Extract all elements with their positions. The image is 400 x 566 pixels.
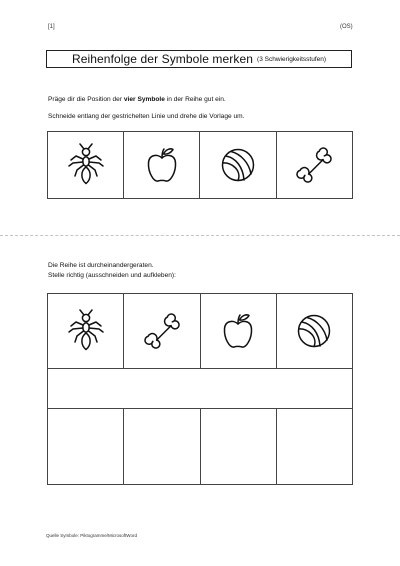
shuffled-cell xyxy=(200,294,276,369)
instruction-2: Schneide entlang der gestrichelten Linie und drehe die Vorlage um. xyxy=(48,113,245,120)
paste-slot[interactable] xyxy=(276,409,352,485)
ball-icon xyxy=(296,313,332,349)
source-footer: Quelle Symbole: Piktogramme/MicrosoftWord xyxy=(46,533,137,538)
memorize-cell xyxy=(48,132,124,199)
reorder-table xyxy=(47,293,353,485)
shuffled-cell xyxy=(124,294,200,369)
apple-icon xyxy=(221,312,255,350)
memorize-cell xyxy=(124,132,200,199)
spacer-row xyxy=(48,369,353,409)
bone-icon xyxy=(294,145,334,185)
cut-line xyxy=(0,235,400,236)
page-subtitle: (3 Schwierigkeitsstufen) xyxy=(257,55,327,63)
ant-icon xyxy=(66,143,106,187)
instruction-3: Die Reihe ist durcheinandergeraten. xyxy=(48,262,154,269)
memorize-cell xyxy=(200,132,276,199)
apple-icon xyxy=(145,146,179,184)
paste-slot[interactable] xyxy=(200,409,276,485)
instruction-4: Stelle richtig (ausschneiden und aufkleben): xyxy=(48,272,176,279)
shuffled-cell xyxy=(276,294,352,369)
bone-icon xyxy=(142,311,182,351)
paste-slot[interactable] xyxy=(48,409,124,485)
title-box xyxy=(46,50,352,68)
shuffled-cell xyxy=(48,294,124,369)
page-title: Reihenfolge der Symbole merken xyxy=(71,52,254,66)
ball-icon xyxy=(220,147,256,183)
memorize-cell xyxy=(276,132,352,199)
memorize-row-table xyxy=(47,131,353,199)
ant-icon xyxy=(66,309,106,353)
page-number-tag: [1] xyxy=(48,24,55,30)
level-tag: (OS) xyxy=(340,24,353,30)
instruction-1: Präge dir die Position der vier Symbole in der Reihe gut ein. xyxy=(48,96,226,103)
paste-slot[interactable] xyxy=(124,409,200,485)
